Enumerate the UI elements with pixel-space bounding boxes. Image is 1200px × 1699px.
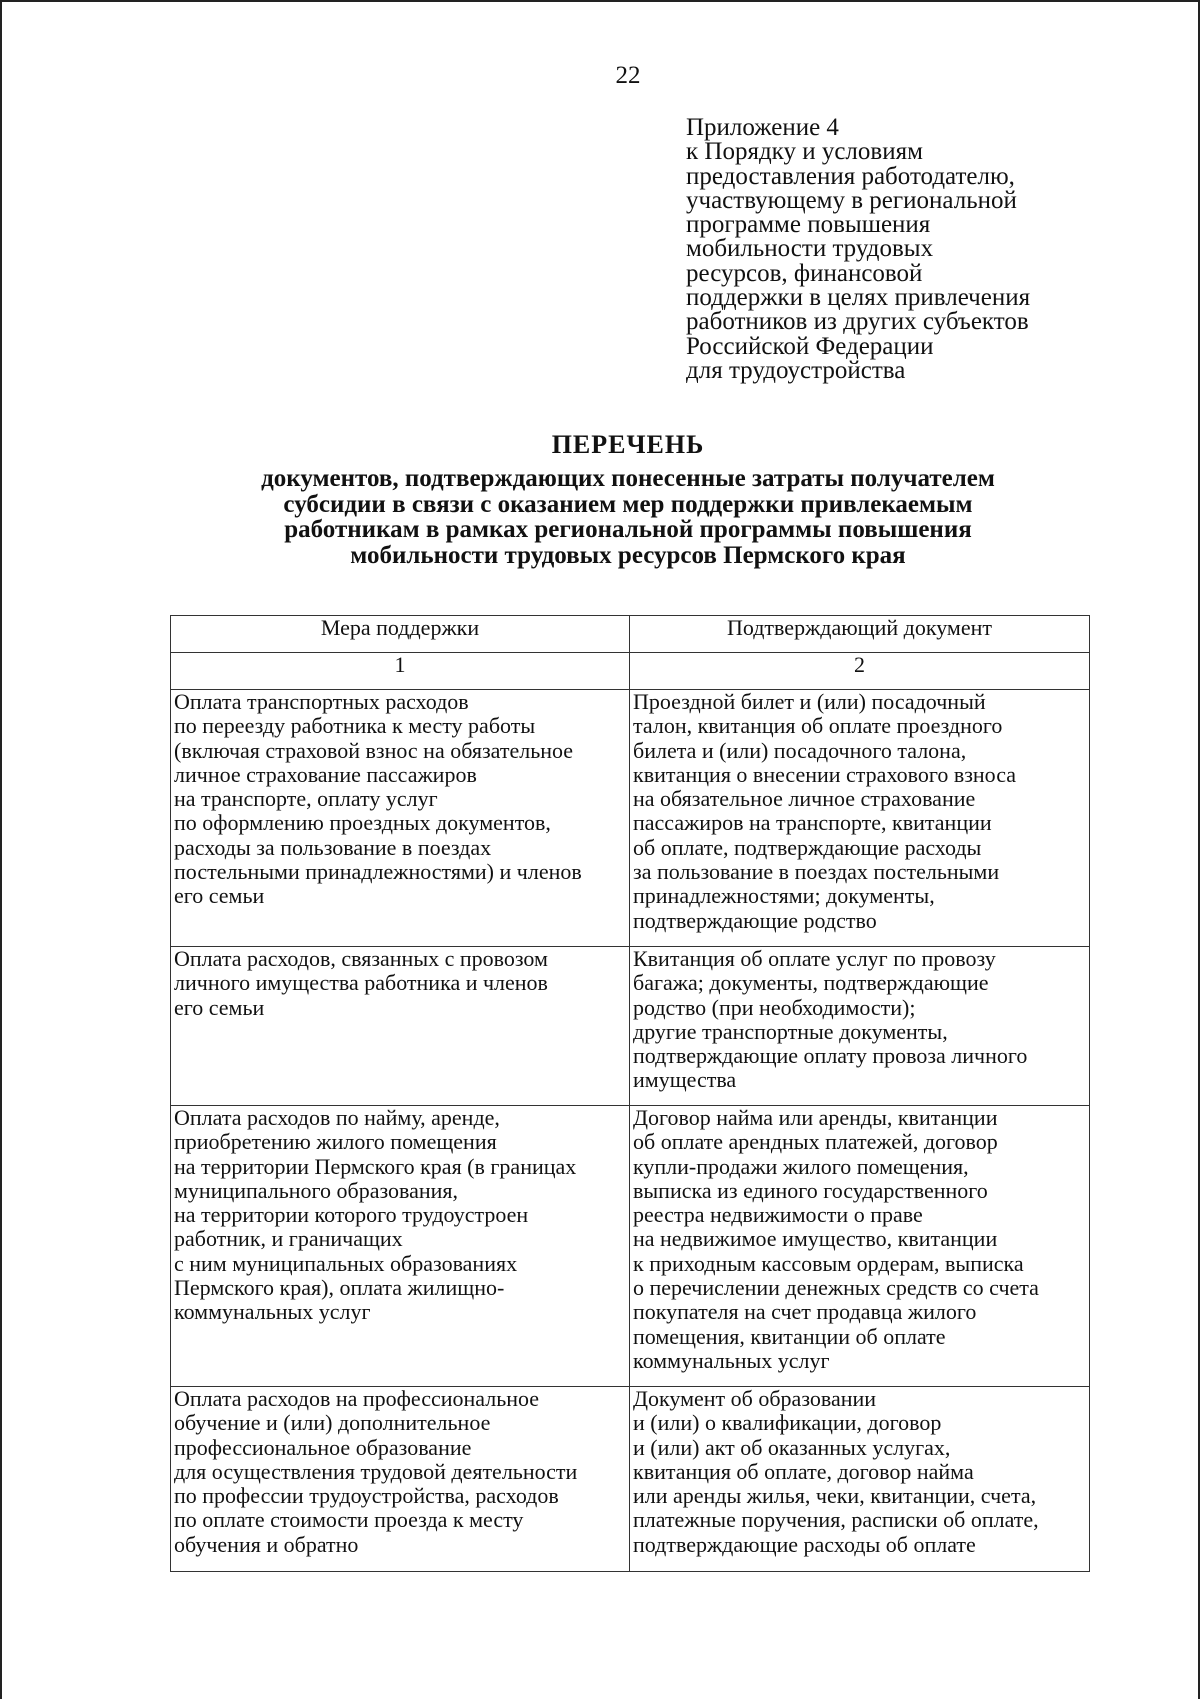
appendix-line: ресурсов, финансовой [686,259,923,287]
cell-text-line: помещения, квитанции об оплате [633,1323,946,1349]
cell-text-line: подтверждающие родство [633,907,877,933]
appendix-line: предоставления работодателю, [686,162,1015,190]
cell-text-line: по оплате стоимости проезда к месту [174,1507,524,1533]
cell-text-line: по профессии трудоустройства, расходов [174,1483,559,1509]
cell-text-line: обучение и (или) дополнительное [174,1410,491,1436]
cell-text-line: постельными принадлежностями) и членов [174,859,582,885]
appendix-line: Российской Федерации [686,332,934,360]
cell-text-line: муниципального образования, [174,1177,459,1203]
cell-text-line: об оплате, подтверждающие расходы [633,834,982,860]
cell-text-line: Проездной билет и (или) посадочный [633,689,986,714]
appendix-line: Приложение 4 [686,114,839,141]
cell-text-line: за пользование в поездах постельными [633,859,1000,885]
cell-text-line: на транспорте, оплату услуг [174,786,438,812]
column-number: 1 [171,653,630,690]
cell-text-line: обучения и обратно [174,1531,359,1557]
cell-text-line: к приходным кассовым ордерам, выписка [633,1250,1024,1276]
cell-text-line: Квитанция об оплате услуг по провозу [633,946,996,971]
cell-measure [171,1106,630,1387]
cell-text-line: по переезду работника к месту работы [174,713,536,739]
appendix-line: мобильности трудовых [686,235,934,263]
cell-measure [171,947,630,1106]
column-number: 2 [630,653,1090,690]
subtitle-line: субсидии в связи с оказанием мер поддержки привлекаемым [283,490,973,518]
cell-text-line: талон, квитанция об оплате проездного [633,713,1003,739]
cell-text-line: коммунальных услуг [633,1347,830,1373]
appendix-line: программе повышения [686,211,931,239]
cell-document [630,1387,1090,1572]
table-header-row [171,616,1090,653]
cell-text-line: на территории Пермского края (в границах [174,1153,577,1179]
cell-text-line: квитанция о внесении страхового взноса [633,761,1017,787]
document-subtitle [0,466,1200,568]
cell-text-line: (включая страховой взнос на обязательное [174,737,574,763]
subtitle-line: работникам в рамках региональной программы повышения [284,516,972,543]
cell-text-line: коммунальных услуг [174,1299,371,1325]
cell-text-line: Оплата расходов на профессиональное [174,1386,540,1411]
header-measure: Мера поддержки [171,616,630,653]
cell-text-line: квитанция об оплате, договор найма [633,1458,974,1484]
cell-text-line: на обязательное личное страхование [633,786,976,812]
cell-text-line: личное страхование пассажиров [174,761,477,787]
subtitle-line: документов, подтверждающих понесенные затраты получателем [261,465,995,492]
page-number: 22 [615,62,641,89]
cell-document [630,947,1090,1106]
cell-text-line: платежные поручения, расписки об оплате, [633,1507,1039,1533]
cell-text-line: Оплата транспортных расходов [174,689,469,714]
cell-text-line: его семьи [174,883,265,909]
cell-text-line: профессиональное образование [174,1434,472,1460]
cell-document [630,1106,1090,1387]
cell-text-line: или аренды жилья, чеки, квитанции, счета, [633,1483,1037,1509]
cell-text-line: на территории которого трудоустроен [174,1202,529,1228]
appendix-line: поддержки в целях привлечения [686,284,1031,312]
cell-text-line: другие транспортные документы, [633,1018,948,1044]
cell-text-line: покупателя на счет продавца жилого [633,1299,977,1325]
appendix-line: работников из других субъектов [686,308,1029,336]
cell-text-line: имущества [633,1067,737,1093]
cell-text-line: по оформлению проездных документов, [174,810,551,836]
cell-text-line: родство (при необходимости); [633,994,916,1020]
table-row [171,690,1090,947]
cell-text-line: и (или) о квалификации, договор [633,1410,942,1436]
cell-measure [171,1387,630,1572]
document-title: ПЕРЕЧЕНЬ [551,430,705,459]
cell-text-line: принадлежностями; документы, [633,883,935,909]
cell-text-line: работник, и граничащих [174,1226,403,1252]
cell-text-line: подтверждающие оплату провоза личного [633,1043,1028,1069]
cell-text-line: на недвижимое имущество, квитанции [633,1226,998,1252]
documents-table [170,615,1090,1572]
cell-text-line: реестра недвижимости о праве [633,1202,923,1228]
appendix-line: для трудоустройства [686,356,906,384]
table-row [171,947,1090,1106]
cell-text-line: билета и (или) посадочного талона, [633,737,967,763]
cell-text-line: об оплате арендных платежей, договор [633,1129,998,1155]
cell-text-line: багажа; документы, подтверждающие [633,970,989,996]
cell-text-line: подтверждающие расходы об оплате [633,1531,976,1557]
cell-text-line: приобретению жилого помещения [174,1129,497,1155]
appendix-header [686,116,1186,383]
cell-text-line: Пермского края), оплата жилищно- [174,1275,505,1301]
cell-text-line: о перечислении денежных средств со счета [633,1275,1039,1301]
cell-text-line: пассажиров на транспорте, квитанции [633,810,992,836]
cell-text-line: и (или) акт об оказанных услугах, [633,1434,951,1460]
cell-measure [171,690,630,947]
appendix-line: участвующему в региональной [686,186,1017,214]
subtitle-line: мобильности трудовых ресурсов Пермского края [350,541,906,569]
cell-text-line: расходы за пользование в поездах [174,834,492,860]
cell-text-line: выписка из единого государственного [633,1177,988,1203]
cell-text-line: Договор найма или аренды, квитанции [633,1105,998,1130]
cell-document [630,690,1090,947]
cell-text-line: купли-продажи жилого помещения, [633,1153,969,1179]
cell-text-line: его семьи [174,994,265,1020]
cell-text-line: для осуществления трудовой деятельности [174,1458,578,1484]
cell-text-line: с ним муниципальных образованиях [174,1250,518,1276]
cell-text-line: Оплата расходов по найму, аренде, [174,1105,500,1130]
header-document: Подтверждающий документ [630,616,1090,653]
appendix-line: к Порядку и условиям [686,138,923,166]
cell-text-line: Оплата расходов, связанных с провозом [174,946,548,971]
column-number-row [171,653,1090,690]
cell-text-line: личного имущества работника и членов [174,970,548,996]
table-row [171,1387,1090,1572]
table-row [171,1106,1090,1387]
cell-text-line: Документ об образовании [633,1386,877,1411]
